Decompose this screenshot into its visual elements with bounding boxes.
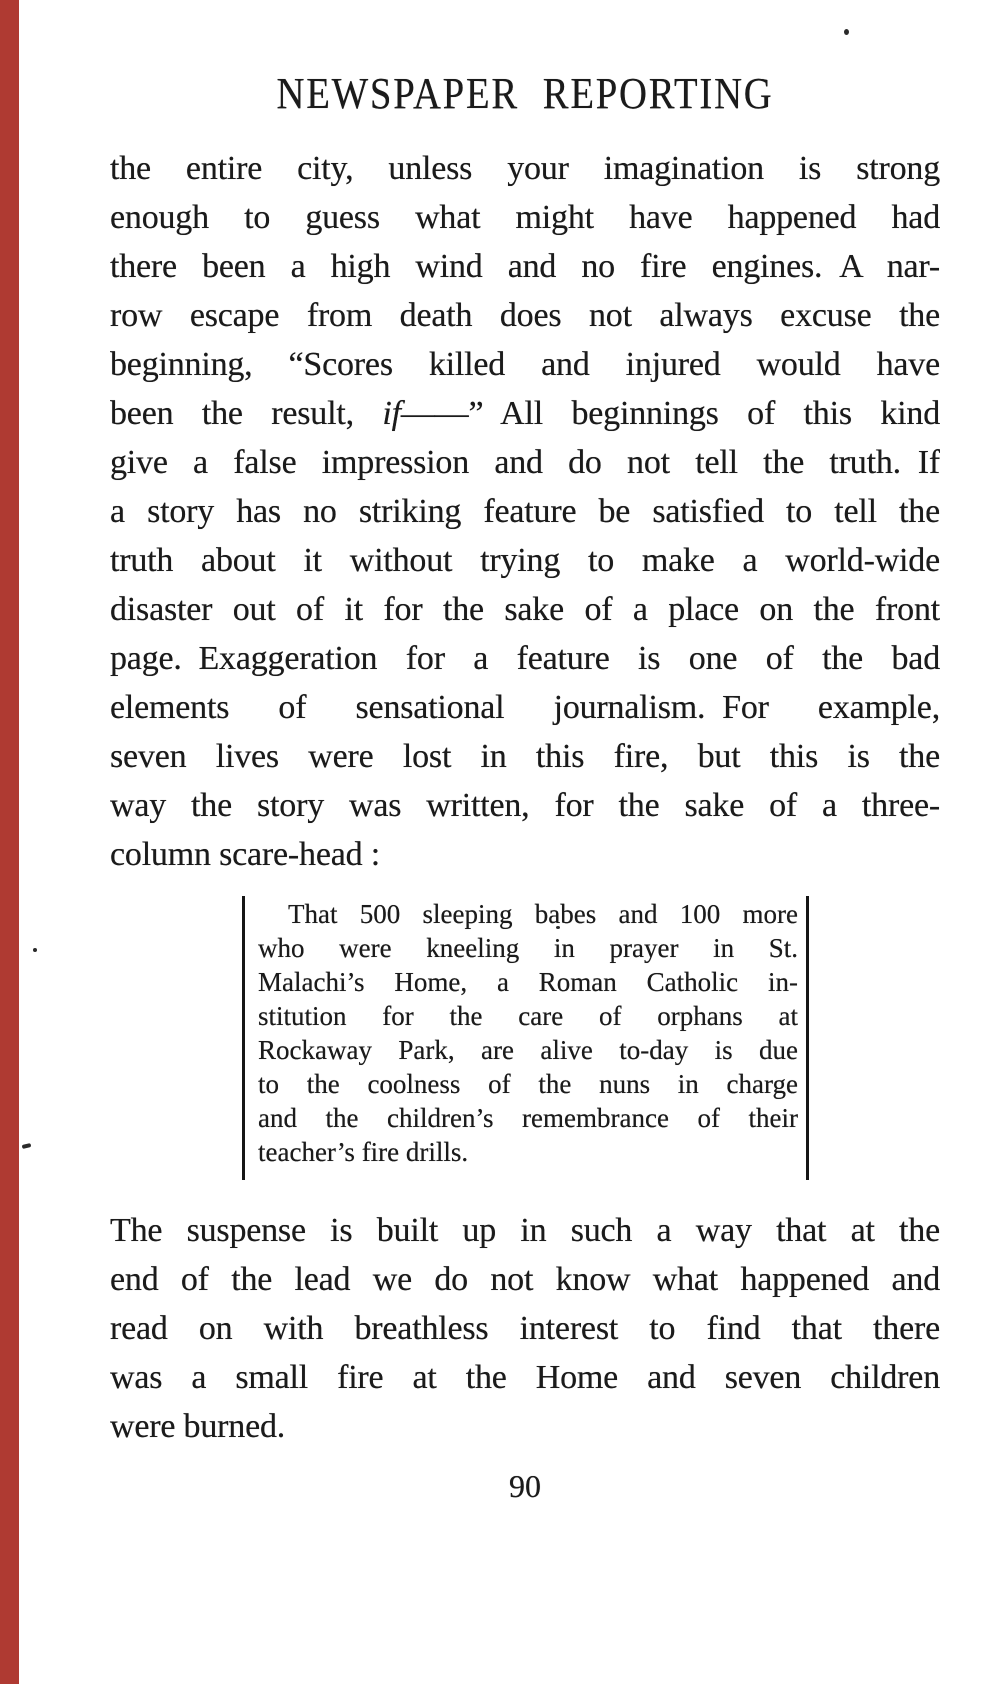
ink-speck: [844, 29, 849, 35]
quote-line: and the children’s remembrance of their: [258, 1103, 798, 1133]
body-line: read on with breathless interest to find that there: [110, 1310, 940, 1347]
pull-quote: [258, 897, 798, 1169]
body-line-segment: ——” All beginnings of this kind: [400, 395, 940, 432]
body-line: was a small fire at the Home and seven children: [110, 1359, 940, 1396]
body-line: The suspense is built up in such a way that at the: [110, 1212, 940, 1249]
quote-left-rule: [242, 896, 245, 1180]
body-line: enough to guess what might have happened had: [110, 199, 940, 236]
body-line-segment: been the result,: [110, 395, 383, 432]
body-line: there been a high wind and no fire engines. A nar-: [110, 248, 940, 285]
quote-line: who were kneeling in prayer in St.: [258, 933, 798, 963]
quote-line: That 500 sleeping babes and 100 more: [288, 899, 798, 929]
body-line: page. Exaggeration for a feature is one of the bad: [110, 640, 940, 677]
quote-line: to the coolness of the nuns in charge: [258, 1069, 798, 1099]
body-line: row escape from death does not always excuse the: [110, 297, 940, 334]
body-line: column scare-head :: [110, 836, 380, 873]
paragraph-2: [110, 1206, 940, 1451]
body-line: beginning, “Scores killed and injured would have: [110, 346, 940, 383]
paragraph-1: [110, 144, 940, 879]
body-line: way the story was written, for the sake of a three-: [110, 787, 940, 824]
quote-right-rule: [806, 896, 809, 1180]
body-line: disaster out of it for the sake of a place on the front: [110, 591, 940, 628]
running-header: NEWSPAPER REPORTING: [276, 69, 774, 118]
quote-line: Rockaway Park, are alive to-day is due: [258, 1035, 798, 1065]
body-line: the entire city, unless your imagination is strong: [110, 150, 940, 187]
quote-line: Malachi’s Home, a Roman Catholic in-: [258, 967, 798, 997]
quote-line: stitution for the care of orphans at: [258, 1001, 798, 1031]
italic-word: if: [382, 395, 401, 432]
body-line: elements of sensational journalism. For example,: [110, 689, 940, 726]
quote-line: teacher’s fire drills.: [258, 1137, 469, 1167]
page-number: 90: [509, 1468, 541, 1504]
ink-speck: [33, 948, 37, 952]
body-line: a story has no striking feature be satisfied to tell the: [110, 493, 940, 530]
body-line: give a false impression and do not tell the truth. If: [110, 444, 940, 481]
ink-speck: [22, 1143, 32, 1149]
body-line: truth about it without trying to make a world-wide: [110, 542, 940, 579]
body-line: end of the lead we do not know what happened and: [110, 1261, 940, 1298]
body-line: seven lives were lost in this fire, but this is the: [110, 738, 940, 775]
body-line: were burned.: [110, 1408, 286, 1445]
body-line: [110, 389, 940, 438]
binding-edge: [0, 0, 19, 1684]
